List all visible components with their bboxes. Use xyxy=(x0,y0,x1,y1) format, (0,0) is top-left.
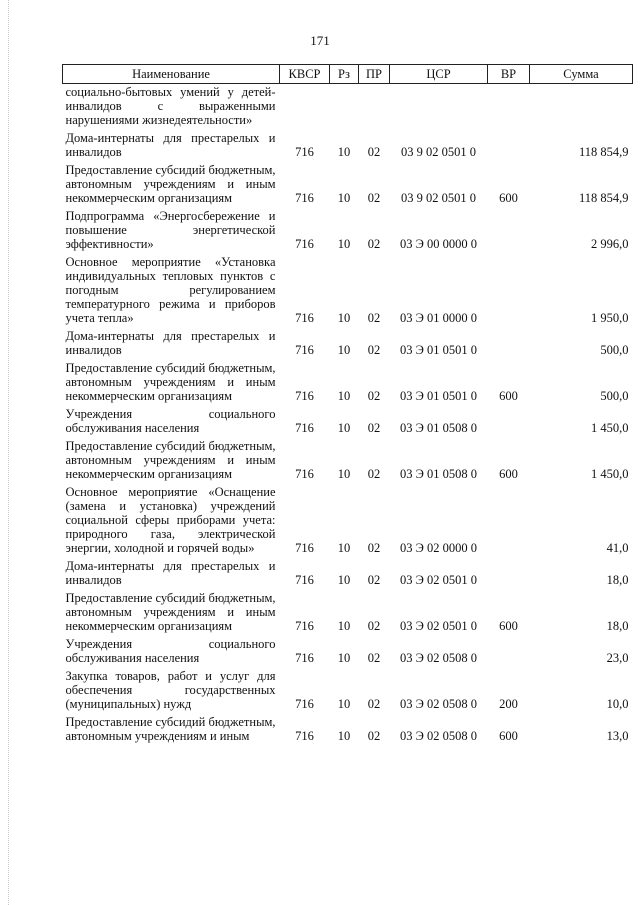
table-row xyxy=(63,84,633,131)
table-row xyxy=(63,254,633,328)
cell-pr: 02 xyxy=(367,191,381,205)
cell-vr xyxy=(488,484,530,558)
cell-csr: 03 Э 02 0501 0 xyxy=(399,619,477,633)
cell-name: Учреждения социального обслуживания населения xyxy=(65,407,276,435)
cell-pr: 02 xyxy=(367,421,381,435)
cell-kvsr: 716 xyxy=(295,651,314,665)
table-row xyxy=(63,406,633,438)
cell-name: Дома-интернаты для престарелых и инвалидов xyxy=(65,559,276,587)
cell-sum: 1 450,0 xyxy=(591,467,629,481)
cell-name: Предоставление субсидий бюджетным, автономным учреждениям и иным некоммерческим организациям xyxy=(65,163,276,205)
table-header-row xyxy=(63,65,633,84)
cell-rz: 10 xyxy=(337,191,351,205)
cell-pr: 02 xyxy=(367,541,381,555)
cell-vr: 200 xyxy=(499,697,518,711)
cell-kvsr: 716 xyxy=(295,573,314,587)
cell-rz xyxy=(330,84,359,131)
cell-pr: 02 xyxy=(367,573,381,587)
cell-sum: 118 854,9 xyxy=(578,145,629,159)
cell-csr: 03 Э 01 0000 0 xyxy=(399,311,477,325)
cell-vr xyxy=(488,558,530,590)
cell-kvsr: 716 xyxy=(295,191,314,205)
cell-csr: 03 Э 01 0508 0 xyxy=(399,467,477,481)
cell-csr: 03 Э 01 0501 0 xyxy=(399,343,477,357)
cell-vr xyxy=(488,208,530,254)
cell-sum: 23,0 xyxy=(606,651,629,665)
table-row xyxy=(63,438,633,484)
cell-csr: 03 Э 01 0501 0 xyxy=(399,389,477,403)
table-row xyxy=(63,360,633,406)
cell-vr xyxy=(488,254,530,328)
cell-sum: 500,0 xyxy=(600,343,629,357)
cell-sum: 2 996,0 xyxy=(591,237,629,251)
page-number: 171 xyxy=(310,33,330,48)
cell-vr xyxy=(488,130,530,162)
cell-sum: 1 450,0 xyxy=(591,421,629,435)
cell-name: Предоставление субсидий бюджетным, автономным учреждениям и иным некоммерческим организациям xyxy=(65,591,276,633)
cell-rz: 10 xyxy=(337,729,351,743)
cell-kvsr: 716 xyxy=(295,619,314,633)
cell-pr: 02 xyxy=(367,467,381,481)
cell-csr: 03 Э 02 0000 0 xyxy=(399,541,477,555)
cell-sum: 118 854,9 xyxy=(578,191,629,205)
cell-vr: 600 xyxy=(499,389,518,403)
cell-vr xyxy=(488,328,530,360)
cell-name: Подпрограмма «Энергосбережение и повышение энергетической эффективности» xyxy=(65,209,276,251)
header-name: Наименование xyxy=(63,65,280,84)
cell-name: Дома-интернаты для престарелых и инвалидов xyxy=(65,131,276,159)
cell-rz: 10 xyxy=(337,145,351,159)
table-row xyxy=(63,590,633,636)
table-body xyxy=(63,84,633,747)
cell-sum xyxy=(530,84,633,131)
table-row xyxy=(63,714,633,746)
cell-rz: 10 xyxy=(337,573,351,587)
cell-name: Предоставление субсидий бюджетным, автономным учреждениям и иным некоммерческим организациям xyxy=(65,361,276,403)
cell-name: Учреждения социального обслуживания населения xyxy=(65,637,276,665)
cell-rz: 10 xyxy=(337,343,351,357)
cell-name: Закупка товаров, работ и услуг для обеспечения государственных (муниципальных) нужд xyxy=(65,669,276,711)
header-vr: ВР xyxy=(488,65,530,84)
cell-rz: 10 xyxy=(337,619,351,633)
cell-kvsr: 716 xyxy=(295,343,314,357)
cell-vr: 600 xyxy=(499,619,518,633)
table-row xyxy=(63,484,633,558)
cell-pr: 02 xyxy=(367,311,381,325)
table-row xyxy=(63,558,633,590)
cell-csr: 03 Э 02 0501 0 xyxy=(399,573,477,587)
cell-vr xyxy=(488,406,530,438)
cell-pr: 02 xyxy=(367,697,381,711)
table-row xyxy=(63,130,633,162)
cell-kvsr: 716 xyxy=(295,311,314,325)
cell-rz: 10 xyxy=(337,389,351,403)
budget-table xyxy=(62,64,633,746)
cell-csr: 03 Э 00 0000 0 xyxy=(399,237,477,251)
table-row xyxy=(63,162,633,208)
cell-csr: 03 Э 02 0508 0 xyxy=(399,729,477,743)
cell-name: Дома-интернаты для престарелых и инвалидов xyxy=(65,329,276,357)
cell-pr: 02 xyxy=(367,237,381,251)
cell-rz: 10 xyxy=(337,421,351,435)
cell-rz: 10 xyxy=(337,311,351,325)
cell-vr: 600 xyxy=(499,729,518,743)
cell-kvsr: 716 xyxy=(295,729,314,743)
header-rz: Рз xyxy=(330,65,359,84)
table-row xyxy=(63,636,633,668)
cell-name: Предоставление субсидий бюджетным, автономным учреждениям и иным некоммерческим организациям xyxy=(65,439,276,481)
header-sum: Сумма xyxy=(530,65,633,84)
cell-csr: 03 Э 02 0508 0 xyxy=(399,651,477,665)
cell-sum: 13,0 xyxy=(606,729,629,743)
cell-sum: 10,0 xyxy=(606,697,629,711)
cell-csr: 03 9 02 0501 0 xyxy=(401,191,476,205)
cell-name: Основное мероприятие «Оснащение (замена и установка) учреждений социальной сферы приборами учета: природного газа, электрической энергии, холодной и горячей воды» xyxy=(65,485,276,555)
cell-kvsr: 716 xyxy=(295,421,314,435)
cell-csr: 03 9 02 0501 0 xyxy=(401,145,476,159)
cell-vr xyxy=(488,636,530,668)
cell-name: Предоставление субсидий бюджетным, автономным учреждениям и иным xyxy=(65,715,276,743)
cell-sum: 500,0 xyxy=(600,389,629,403)
cell-pr: 02 xyxy=(367,651,381,665)
cell-kvsr: 716 xyxy=(295,237,314,251)
table-row xyxy=(63,328,633,360)
cell-sum: 18,0 xyxy=(606,573,629,587)
cell-rz: 10 xyxy=(337,697,351,711)
cell-kvsr: 716 xyxy=(295,389,314,403)
cell-kvsr: 716 xyxy=(295,697,314,711)
cell-rz: 10 xyxy=(337,237,351,251)
header-pr: ПР xyxy=(359,65,390,84)
cell-csr: 03 Э 01 0508 0 xyxy=(399,421,477,435)
cell-csr: 03 Э 02 0508 0 xyxy=(399,697,477,711)
cell-sum: 1 950,0 xyxy=(591,311,629,325)
cell-pr: 02 xyxy=(367,729,381,743)
cell-kvsr: 716 xyxy=(295,541,314,555)
margin-scan-artifact xyxy=(8,0,10,905)
cell-sum: 41,0 xyxy=(606,541,629,555)
cell-csr xyxy=(390,84,488,131)
cell-pr: 02 xyxy=(367,389,381,403)
header-csr: ЦСР xyxy=(390,65,488,84)
cell-kvsr: 716 xyxy=(295,145,314,159)
cell-vr: 600 xyxy=(499,467,518,481)
cell-pr: 02 xyxy=(367,145,381,159)
cell-pr: 02 xyxy=(367,343,381,357)
cell-kvsr xyxy=(280,84,330,131)
cell-rz: 10 xyxy=(337,467,351,481)
cell-pr xyxy=(359,84,390,131)
cell-sum: 18,0 xyxy=(606,619,629,633)
cell-rz: 10 xyxy=(337,541,351,555)
table-row xyxy=(63,668,633,714)
cell-rz: 10 xyxy=(337,651,351,665)
cell-kvsr: 716 xyxy=(295,467,314,481)
cell-pr: 02 xyxy=(367,619,381,633)
cell-name: Основное мероприятие «Установка индивидуальных тепловых пунктов с погодным регулированием температурного режима и приборов учета тепла» xyxy=(65,255,276,325)
header-kvsr: КВСР xyxy=(280,65,330,84)
cell-vr: 600 xyxy=(499,191,518,205)
table-row xyxy=(63,208,633,254)
cell-name: социально-бытовых умений у детей-инвалидов с выраженными нарушениями жизнедеятельности» xyxy=(65,85,276,127)
cell-vr xyxy=(488,84,530,131)
